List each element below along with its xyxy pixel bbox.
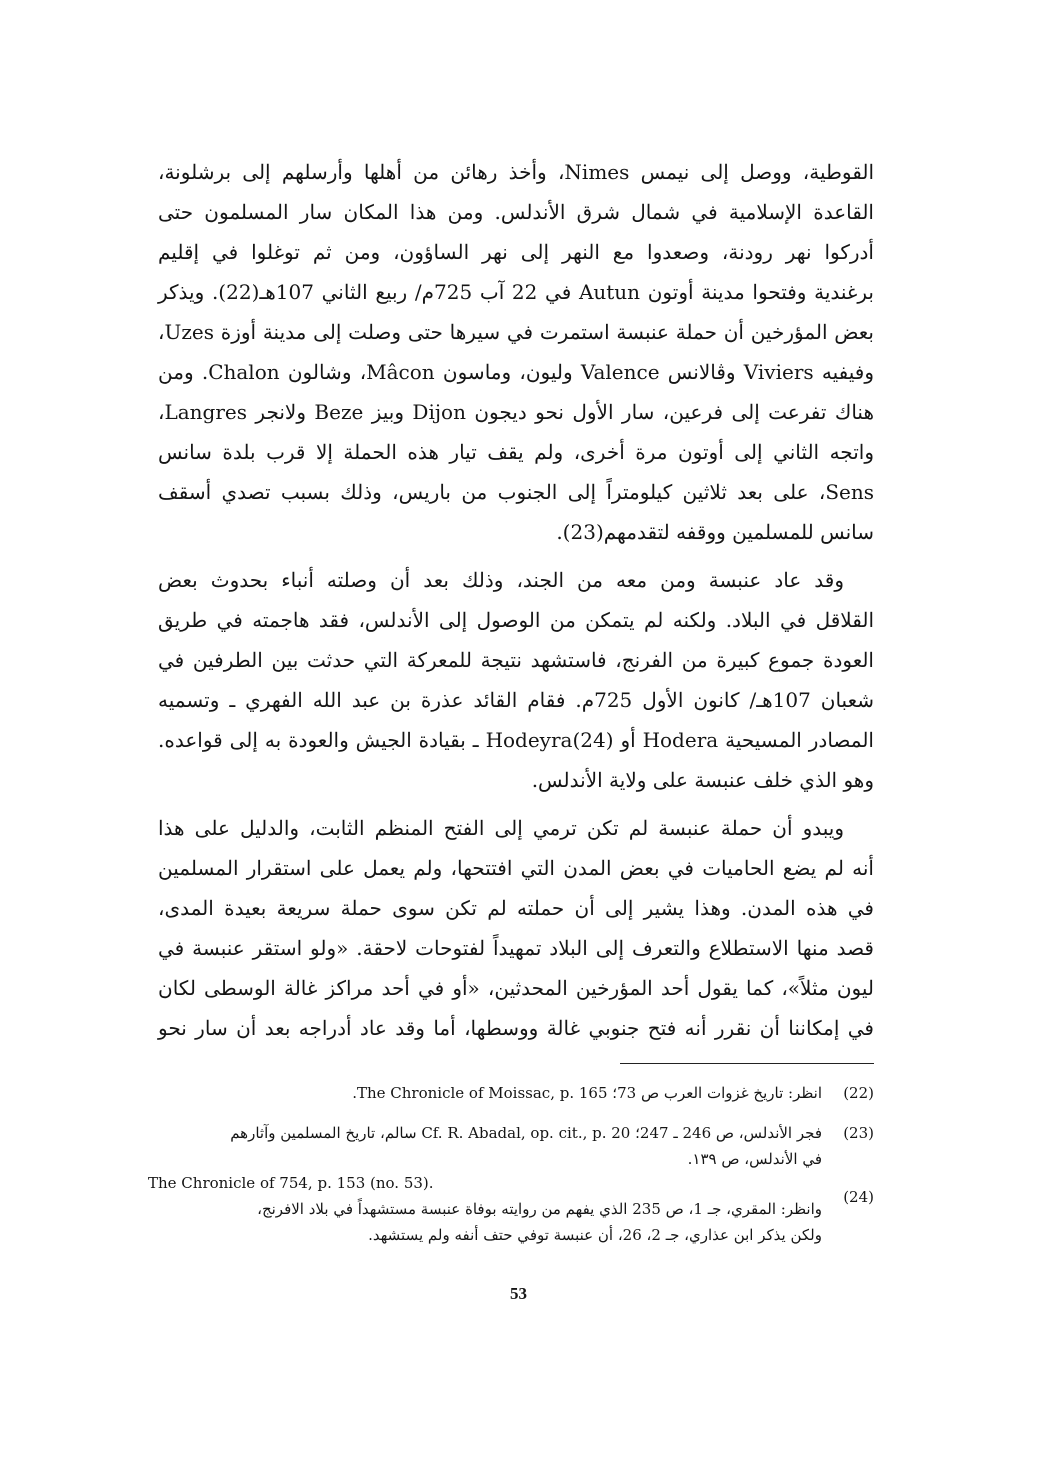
text-line: في هذه المدن. وهذا يشير إلى أن حملته لم تكن سوى حملة سريعة بعيدة المدى، [158,896,874,920]
text-line: أنه لم يضع الحاميات في بعض المدن التي افتتحها، ولم يعمل على استقرار المسلمين [158,856,874,880]
footnote-number: (24) [843,1188,874,1206]
footnote-22 [140,1080,874,1106]
text-line: القلاقل في البلاد. ولكنه لم يتمكن من الوصول إلى الأندلس، فقد هاجمته في طريق [158,608,874,632]
text-line: قصد منها الاستطلاع والتعرف إلى البلاد تمهيداً لفتوحات لاحقة. «ولو استقر عنبسة في [158,936,874,960]
text-line: شعبان 107هـ/ كانون الأول 725م. فقام القائد عذرة بن عبد الله الفهري ـ وتسميه [158,688,874,712]
footnote-line: وانظر: المقري، جـ 1، ص 235 الذي يفهم من روايته بوفاة عنبسة مستشهداً في بلاد الافرنج، [257,1200,822,1218]
footnote-24 [140,1170,874,1248]
footnote-line: ولكن يذكر ابن عذاري، جـ 2، 26، أن عنبسة توفي حتف أنفه ولم يستشهد. [368,1226,822,1244]
text-line: المصادر المسيحية Hodera أو Hodeyra(24) ـ بقيادة الجيش والعودة به إلى قواعده. [158,728,874,752]
text-line: في إمكاننا أن نقرر أنه فتح جنوبي غالة ووسطها، أما وقد عاد أدراجه بعد أن سار نحو [158,1016,874,1040]
text-line: وقد عاد عنبسة ومن معه من الجند، وذلك بعد أن وصلته أنباء بحدوث بعض [158,568,844,592]
paragraph-3 [158,808,874,1048]
paragraph-1 [158,152,874,552]
text-line: ليون مثلاً»، كما يقول أحد المؤرخين المحدثين، «أو في أحد مراكز غالة الوسطى لكان [158,976,874,1000]
text-line: العودة جموع كبيرة من الفرنج، فاستشهد نتيجة للمعركة التي حدثت بين الطرفين في [158,648,874,672]
footnote-separator [620,1063,874,1064]
text-line: القوطية، ووصل إلى نيمس Nimes، وأخذ رهائن من أهلها وأرسلهم إلى برشلونة، [158,160,874,184]
text-line: سانس للمسلمين ووقفه لتقدمهم(23). [556,520,874,544]
text-line: ويبدو أن حملة عنبسة لم تكن ترمي إلى الفتح المنظم الثابت، والدليل على هذا [158,816,844,840]
text-line: وهو الذي خلف عنبسة على ولاية الأندلس. [531,768,874,792]
footnote-number: (22) [843,1084,874,1102]
text-line: واتجه الثاني إلى أوتون مرة أخرى، ولم يقف تيار هذه الحملة إلا قرب بلدة سانس [158,440,874,464]
text-line: Sens، على بعد ثلاثين كيلومتراً إلى الجنوب من باريس، وذلك بسبب تصدي أسقف [158,480,874,504]
text-line: القاعدة الإسلامية في شمال شرق الأندلس. ومن هذا المكان سار المسلمون حتى [158,200,874,224]
text-line: بعض المؤرخين أن حملة عنبسة استمرت في سيرها حتى وصلت إلى مدينة أوزة Uzes، [158,320,874,344]
text-line: وفيفيه Viviers وڤالانس Valence وليون، وماسون Mâcon، وشالون Chalon. ومن [158,360,874,384]
text-line: أدركوا نهر رودنة، وصعدوا مع النهر إلى نهر الساؤون، ومن ثم توغلوا في إقليم [158,240,874,264]
footnote-latin-line: The Chronicle of 754, p. 153 (no. 53). [148,1174,434,1192]
paragraph-2 [158,560,874,800]
footnote-number: (23) [843,1124,874,1142]
footnote-line: في الأندلس، ص ١٣٩. [687,1150,822,1168]
footnote-23 [140,1120,874,1172]
text-line: برغندية وفتحوا مدينة أوتون Autun في 22 آب 725م/ ربيع الثاني 107هـ(22). ويذكر [158,280,874,304]
footnote-line: فجر الأندلس، ص 246 ـ 247؛ Cf. R. Abadal, op. cit., p. 20 سالم، تاريخ المسلمين وآثارهم [230,1124,822,1142]
text-line: هناك تفرعت إلى فرعين، سار الأول نحو ديجون Dijon وبيز Beze ولانجر Langres، [158,400,875,424]
footnote-line: انظر: تاريخ غزوات العرب ص 73؛ The Chronicle of Moissac, p. 165. [352,1084,822,1102]
page-number: 53 [510,1284,527,1303]
